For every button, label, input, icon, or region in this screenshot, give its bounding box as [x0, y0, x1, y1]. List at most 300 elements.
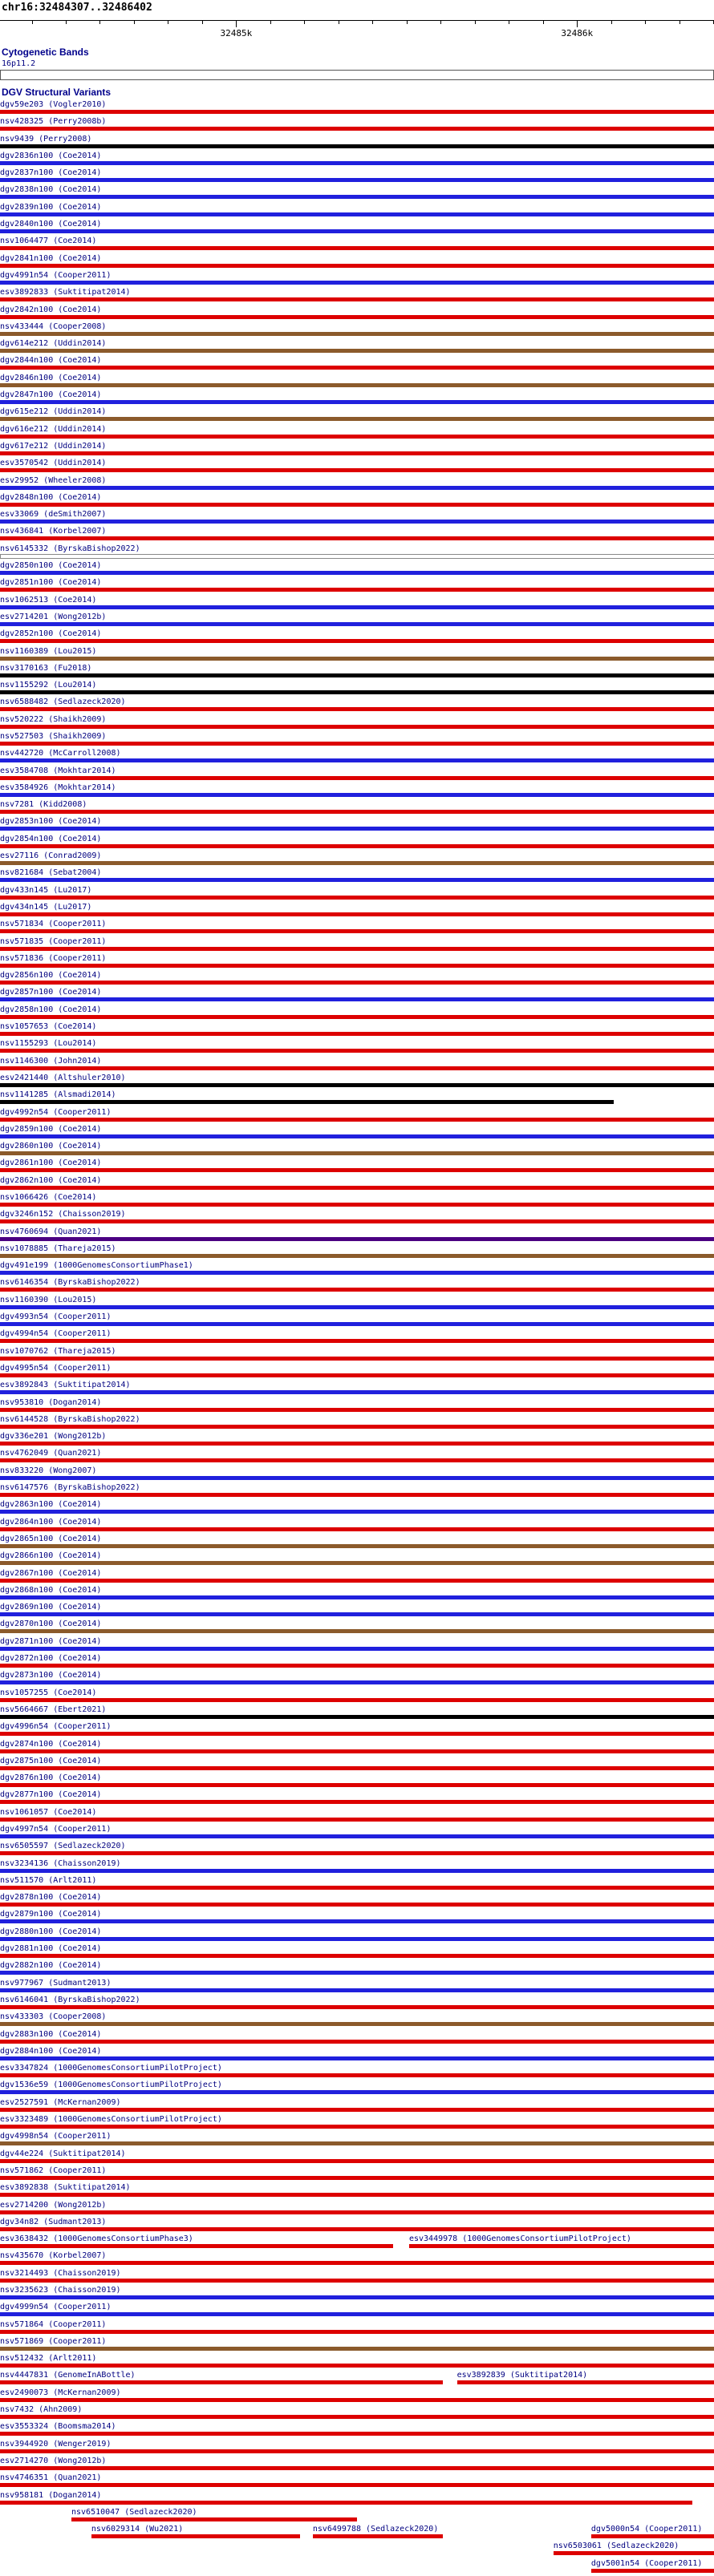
variant-bar[interactable]	[0, 639, 714, 643]
variant-label[interactable]: dgv2863n100 (Coe2014)	[0, 1500, 102, 1510]
variant-label[interactable]: dgv2839n100 (Coe2014)	[0, 202, 102, 212]
variant-bar[interactable]	[0, 1100, 614, 1104]
variant-bar[interactable]	[457, 2380, 714, 2384]
variant-label[interactable]: dgv2873n100 (Coe2014)	[0, 1671, 102, 1680]
variant-label[interactable]: dgv2850n100 (Coe2014)	[0, 561, 102, 571]
variant-bar[interactable]	[0, 417, 714, 421]
variant-label[interactable]: nsv571834 (Cooper2011)	[0, 920, 107, 929]
variant-label[interactable]: dgv2857n100 (Coe2014)	[0, 988, 102, 997]
variant-label[interactable]: nsv1064477 (Coe2014)	[0, 237, 97, 246]
variant-bar[interactable]	[0, 1800, 714, 1804]
variant-label[interactable]: dgv434n145 (Lu2017)	[0, 902, 92, 912]
variant-bar[interactable]	[0, 1049, 714, 1053]
variant-bar[interactable]	[0, 2022, 714, 2026]
variant-bar[interactable]	[0, 451, 714, 455]
variant-label[interactable]: nsv1078885 (Thareja2015)	[0, 1244, 116, 1253]
variant-label[interactable]: nsv5664667 (Ebert2021)	[0, 1705, 107, 1714]
variant-label[interactable]: esv3570542 (Uddin2014)	[0, 459, 107, 468]
variant-label[interactable]: nsv1146300 (John2014)	[0, 1056, 102, 1066]
variant-bar[interactable]	[0, 1118, 714, 1122]
variant-bar[interactable]	[0, 1834, 714, 1838]
variant-label[interactable]: esv27116 (Conrad2009)	[0, 851, 102, 861]
cytoband-box[interactable]	[0, 70, 714, 80]
variant-label[interactable]: esv3892839 (Suktitipat2014)	[456, 2371, 588, 2380]
variant-label[interactable]: dgv2841n100 (Coe2014)	[0, 253, 102, 263]
variant-bar[interactable]	[0, 2159, 714, 2163]
variant-bar[interactable]	[0, 1544, 714, 1548]
variant-bar[interactable]	[0, 2364, 714, 2368]
variant-label[interactable]: dgv2874n100 (Coe2014)	[0, 1739, 102, 1749]
variant-label[interactable]: dgv1536e59 (1000GenomesConsortiumPilotProject)	[0, 2081, 222, 2090]
variant-bar[interactable]	[0, 1561, 714, 1565]
variant-label[interactable]: nsv571862 (Cooper2011)	[0, 2166, 107, 2175]
variant-label[interactable]: dgv2853n100 (Coe2014)	[0, 817, 102, 827]
variant-bar[interactable]	[0, 1903, 714, 1907]
variant-label[interactable]: esv3347824 (1000GenomesConsortiumPilotProject)	[0, 2064, 222, 2073]
variant-bar[interactable]	[0, 1647, 714, 1651]
variant-label[interactable]: nsv6510047 (Sedlazeck2020)	[71, 2507, 197, 2517]
variant-bar[interactable]	[0, 1203, 714, 1207]
variant-bar[interactable]	[0, 2073, 714, 2077]
variant-bar[interactable]	[0, 1015, 714, 1019]
variant-bar[interactable]	[0, 861, 714, 865]
variant-label[interactable]: dgv2878n100 (Coe2014)	[0, 1893, 102, 1903]
variant-label[interactable]: dgv59e203 (Vogler2010)	[0, 100, 107, 109]
variant-bar[interactable]	[0, 2449, 714, 2453]
variant-label[interactable]: dgv336e201 (Wong2012b)	[0, 1432, 107, 1442]
variant-label[interactable]: dgv3246n152 (Chaisson2019)	[0, 1210, 126, 1219]
variant-bar[interactable]	[0, 1168, 714, 1172]
variant-label[interactable]: dgv2860n100 (Coe2014)	[0, 1142, 102, 1151]
variant-bar[interactable]	[0, 536, 714, 540]
variant-bar[interactable]	[0, 912, 714, 916]
variant-label[interactable]: esv2714200 (Wong2012b)	[0, 2200, 107, 2210]
variant-bar[interactable]	[0, 1134, 714, 1138]
variant-label[interactable]: esv3553324 (Boomsma2014)	[0, 2422, 116, 2432]
variant-label[interactable]: esv3323489 (1000GenomesConsortiumPilotProject)	[0, 2115, 222, 2125]
variant-label[interactable]: nsv833220 (Wong2007)	[0, 1466, 97, 1475]
variant-bar[interactable]	[0, 1937, 714, 1941]
variant-label[interactable]: nsv435670 (Korbel2007)	[0, 2251, 107, 2261]
variant-bar[interactable]	[0, 1579, 714, 1583]
variant-label[interactable]: nsv1160390 (Lou2015)	[0, 1295, 97, 1304]
variant-bar[interactable]	[0, 1083, 714, 1087]
variant-label[interactable]: esv2421440 (Altshuler2010)	[0, 1073, 126, 1082]
variant-bar[interactable]	[0, 1680, 714, 1684]
variant-bar[interactable]	[0, 2108, 714, 2112]
variant-bar[interactable]	[0, 1493, 714, 1497]
variant-bar[interactable]	[0, 246, 714, 250]
variant-label[interactable]: dgv2881n100 (Coe2014)	[0, 1944, 102, 1954]
variant-label[interactable]: dgv2866n100 (Coe2014)	[0, 1551, 102, 1561]
variant-label[interactable]: dgv491e199 (1000GenomesConsortiumPhase1)	[0, 1261, 193, 1271]
variant-bar[interactable]	[0, 264, 714, 268]
variant-label[interactable]: nsv436841 (Korbel2007)	[0, 527, 107, 536]
variant-label[interactable]: nsv6146354 (ByrskaBishop2022)	[0, 1278, 140, 1288]
variant-label[interactable]: nsv4746351 (Quan2021)	[0, 2473, 102, 2483]
variant-bar[interactable]	[0, 178, 714, 182]
variant-label[interactable]: dgv2854n100 (Coe2014)	[0, 834, 102, 843]
variant-bar[interactable]	[0, 1595, 714, 1599]
variant-label[interactable]: dgv4995n54 (Cooper2011)	[0, 1363, 112, 1373]
variant-label[interactable]: nsv7281 (Kidd2008)	[0, 800, 87, 810]
variant-bar[interactable]	[409, 2244, 714, 2248]
variant-bar[interactable]	[0, 1766, 714, 1770]
variant-bar[interactable]	[0, 110, 714, 114]
variant-bar[interactable]	[0, 2210, 714, 2214]
variant-label[interactable]: nsv6503061 (Sedlazeck2020)	[553, 2542, 680, 2551]
variant-bar[interactable]	[0, 1954, 714, 1958]
variant-bar[interactable]	[71, 2517, 357, 2521]
variant-label[interactable]: dgv2880n100 (Coe2014)	[0, 1927, 102, 1936]
variant-label[interactable]: dgv2877n100 (Coe2014)	[0, 1790, 102, 1800]
variant-bar[interactable]	[0, 229, 714, 233]
variant-bar[interactable]	[0, 2176, 714, 2180]
variant-bar[interactable]	[0, 947, 714, 951]
variant-label[interactable]: nsv1070762 (Thareja2015)	[0, 1346, 116, 1356]
variant-bar[interactable]	[0, 1357, 714, 1361]
variant-label[interactable]: dgv2851n100 (Coe2014)	[0, 578, 102, 588]
variant-bar[interactable]	[0, 281, 714, 285]
variant-label[interactable]: esv2490073 (McKernan2009)	[0, 2388, 121, 2397]
variant-label[interactable]: dgv2852n100 (Coe2014)	[0, 629, 102, 639]
variant-bar[interactable]	[0, 2040, 714, 2044]
variant-bar[interactable]	[0, 725, 714, 729]
variant-bar[interactable]	[0, 981, 714, 985]
variant-bar[interactable]	[0, 605, 714, 609]
variant-label[interactable]: nsv4760694 (Quan2021)	[0, 1227, 102, 1236]
variant-label[interactable]: dgv2867n100 (Coe2014)	[0, 1568, 102, 1578]
variant-bar[interactable]	[0, 2261, 714, 2265]
variant-label[interactable]: esv2714270 (Wong2012b)	[0, 2456, 107, 2465]
variant-label[interactable]: nsv511570 (Arlt2011)	[0, 1875, 97, 1885]
variant-bar[interactable]	[0, 1339, 714, 1343]
variant-bar[interactable]	[0, 827, 714, 831]
variant-label[interactable]: dgv2837n100 (Coe2014)	[0, 168, 102, 178]
variant-label[interactable]: dgv2870n100 (Coe2014)	[0, 1620, 102, 1629]
variant-label[interactable]: esv3892838 (Suktitipat2014)	[0, 2183, 131, 2193]
variant-bar[interactable]	[0, 793, 714, 797]
variant-bar[interactable]	[0, 297, 714, 301]
variant-bar[interactable]	[0, 1305, 714, 1309]
variant-label[interactable]: nsv1062513 (Coe2014)	[0, 595, 97, 605]
variant-label[interactable]: nsv3214493 (Chaisson2019)	[0, 2268, 121, 2278]
variant-bar[interactable]	[0, 1664, 714, 1668]
variant-bar[interactable]	[0, 1442, 714, 1446]
variant-bar[interactable]	[0, 2398, 714, 2402]
variant-label[interactable]: nsv9439 (Perry2008)	[0, 134, 92, 144]
variant-label[interactable]: nsv433303 (Cooper2008)	[0, 2012, 107, 2022]
variant-label[interactable]: nsv3944920 (Wenger2019)	[0, 2439, 112, 2449]
variant-bar[interactable]	[0, 1886, 714, 1890]
variant-label[interactable]: nsv1057653 (Coe2014)	[0, 1022, 97, 1032]
variant-label[interactable]: dgv2836n100 (Coe2014)	[0, 151, 102, 160]
variant-label[interactable]: nsv1155293 (Lou2014)	[0, 1039, 97, 1049]
variant-label[interactable]: nsv1155292 (Lou2014)	[0, 681, 97, 690]
variant-label[interactable]: nsv3170163 (Fu2018)	[0, 663, 92, 673]
variant-bar[interactable]	[0, 1425, 714, 1429]
variant-label[interactable]: esv3584926 (Mokhtar2014)	[0, 783, 116, 792]
variant-label[interactable]: nsv958181 (Dogan2014)	[0, 2490, 102, 2500]
variant-label[interactable]: nsv6499788 (Sedlazeck2020)	[312, 2525, 439, 2534]
variant-row	[0, 1705, 714, 1721]
variant-label[interactable]: nsv3234136 (Chaisson2019)	[0, 1858, 121, 1868]
variant-label[interactable]: dgv4996n54 (Cooper2011)	[0, 1722, 112, 1732]
variant-bar[interactable]	[0, 435, 714, 439]
variant-bar[interactable]	[0, 657, 714, 661]
variant-label[interactable]: nsv571836 (Cooper2011)	[0, 953, 107, 963]
variant-label[interactable]: dgv616e212 (Uddin2014)	[0, 424, 107, 434]
variant-label[interactable]: dgv5000n54 (Cooper2011)	[590, 2525, 703, 2534]
variant-bar[interactable]	[0, 400, 714, 404]
variant-label[interactable]: dgv2848n100 (Coe2014)	[0, 492, 102, 502]
variant-bar[interactable]	[0, 503, 714, 507]
variant-bar[interactable]	[0, 1851, 714, 1855]
variant-bar[interactable]	[0, 144, 714, 148]
variant-label[interactable]: dgv433n145 (Lu2017)	[0, 885, 92, 895]
variant-label[interactable]: dgv2879n100 (Coe2014)	[0, 1910, 102, 1919]
variant-label[interactable]: dgv2847n100 (Coe2014)	[0, 390, 102, 400]
variant-label[interactable]: dgv4992n54 (Cooper2011)	[0, 1107, 112, 1117]
variant-bar[interactable]	[0, 997, 714, 1001]
variant-label[interactable]: nsv3235623 (Chaisson2019)	[0, 2286, 121, 2295]
variant-bar[interactable]	[0, 1237, 714, 1241]
variant-bar[interactable]	[0, 571, 714, 575]
variant-bar[interactable]	[0, 1698, 714, 1702]
variant-bar[interactable]	[0, 1629, 714, 1633]
variant-bar[interactable]	[0, 2380, 443, 2384]
variant-bar[interactable]	[0, 1783, 714, 1787]
variant-bar[interactable]	[313, 2534, 443, 2538]
variant-label[interactable]: dgv2872n100 (Coe2014)	[0, 1654, 102, 1664]
variant-bar[interactable]	[0, 1288, 714, 1292]
variant-label[interactable]: dgv2846n100 (Coe2014)	[0, 373, 102, 382]
variant-label[interactable]: nsv1061057 (Coe2014)	[0, 1807, 97, 1817]
variant-label[interactable]: nsv6029314 (Wu2021)	[91, 2525, 184, 2534]
variant-label[interactable]: nsv4447831 (GenomeInABottle)	[0, 2371, 136, 2380]
variant-bar[interactable]	[0, 383, 714, 387]
variant-bar[interactable]	[0, 1373, 714, 1377]
variant-bar[interactable]	[0, 1919, 714, 1923]
variant-label[interactable]: dgv2859n100 (Coe2014)	[0, 1124, 102, 1134]
variant-bar[interactable]	[0, 690, 714, 694]
variant-bar[interactable]	[591, 2534, 714, 2538]
variant-label[interactable]: nsv7432 (Ahn2009)	[0, 2405, 83, 2415]
variant-label[interactable]: esv3892843 (Suktitipat2014)	[0, 1381, 131, 1390]
variant-bar[interactable]	[0, 1271, 714, 1275]
variant-bar[interactable]	[0, 554, 714, 559]
variant-bar[interactable]	[0, 2295, 714, 2299]
variant-bar[interactable]	[0, 486, 714, 490]
variant-bar[interactable]	[0, 2056, 714, 2060]
variant-label[interactable]: esv2714201 (Wong2012b)	[0, 612, 107, 621]
variant-label[interactable]: nsv821684 (Sebat2004)	[0, 868, 102, 878]
variant-label[interactable]: dgv4997n54 (Cooper2011)	[0, 1824, 112, 1834]
variant-label[interactable]: dgv2869n100 (Coe2014)	[0, 1603, 102, 1612]
variant-label[interactable]: esv3638432 (1000GenomesConsortiumPhase3)	[0, 2234, 193, 2244]
variant-bar[interactable]	[0, 1510, 714, 1514]
variant-label[interactable]: nsv571835 (Cooper2011)	[0, 936, 107, 946]
variant-bar[interactable]	[0, 1066, 714, 1070]
variant-label[interactable]: dgv2883n100 (Coe2014)	[0, 2029, 102, 2039]
variant-label[interactable]: dgv2882n100 (Coe2014)	[0, 1961, 102, 1971]
variant-bar[interactable]	[0, 1612, 714, 1616]
variant-bar[interactable]	[0, 332, 714, 336]
variant-label[interactable]: dgv4998n54 (Cooper2011)	[0, 2132, 112, 2141]
variant-bar[interactable]	[0, 742, 714, 746]
variant-bar[interactable]	[0, 1476, 714, 1480]
variant-label[interactable]: dgv4993n54 (Cooper2011)	[0, 1312, 112, 1322]
variant-bar[interactable]	[0, 1732, 714, 1736]
variant-label[interactable]: dgv2865n100 (Coe2014)	[0, 1534, 102, 1543]
variant-bar[interactable]	[0, 195, 714, 199]
variant-bar[interactable]	[0, 1527, 714, 1531]
variant-label[interactable]: dgv5001n54 (Cooper2011)	[590, 2558, 703, 2568]
variant-label[interactable]: esv3449978 (1000GenomesConsortiumPilotProject)	[408, 2234, 631, 2244]
variant-bar[interactable]	[0, 212, 714, 216]
variant-bar[interactable]	[0, 707, 714, 711]
variant-bar[interactable]	[0, 2312, 714, 2316]
variant-bar[interactable]	[0, 2141, 714, 2145]
variant-label[interactable]: dgv2861n100 (Coe2014)	[0, 1159, 102, 1168]
variant-bar[interactable]	[0, 366, 714, 370]
variant-label[interactable]: nsv512432 (Arlt2011)	[0, 2354, 97, 2364]
variant-bar[interactable]	[0, 896, 714, 900]
variant-label[interactable]: nsv6144528 (ByrskaBishop2022)	[0, 1414, 140, 1424]
variant-label[interactable]: nsv428325 (Perry2008b)	[0, 117, 107, 127]
variant-bar[interactable]	[0, 161, 714, 165]
variant-label[interactable]: esv3584708 (Mokhtar2014)	[0, 766, 116, 775]
variant-label[interactable]: nsv977967 (Sudmant2013)	[0, 1978, 112, 1988]
variant-bar[interactable]	[0, 315, 714, 319]
variant-label[interactable]: dgv4994n54 (Cooper2011)	[0, 1329, 112, 1339]
variant-bar[interactable]	[0, 878, 714, 882]
variant-label[interactable]: nsv1141285 (Alsmadi2014)	[0, 1090, 116, 1100]
variant-label[interactable]: dgv2858n100 (Coe2014)	[0, 1005, 102, 1014]
variant-label[interactable]: dgv615e212 (Uddin2014)	[0, 407, 107, 417]
variant-bar[interactable]	[0, 1322, 714, 1326]
variant-bar[interactable]	[0, 1408, 714, 1412]
variant-label[interactable]: nsv6146041 (ByrskaBishop2022)	[0, 1995, 140, 2004]
variant-bar[interactable]	[0, 2347, 714, 2351]
variant-bar[interactable]	[91, 2534, 300, 2538]
variant-label[interactable]: dgv617e212 (Uddin2014)	[0, 441, 107, 451]
variant-bar[interactable]	[0, 127, 714, 131]
variant-bar[interactable]	[0, 2415, 714, 2419]
variant-label[interactable]: dgv2844n100 (Coe2014)	[0, 356, 102, 366]
variant-bar[interactable]	[0, 2501, 692, 2505]
variant-bar[interactable]	[0, 810, 714, 814]
variant-label[interactable]: dgv2884n100 (Coe2014)	[0, 2046, 102, 2056]
variant-label[interactable]: dgv614e212 (Uddin2014)	[0, 339, 107, 349]
variant-bar[interactable]	[0, 2330, 714, 2334]
variant-bar[interactable]	[0, 2227, 714, 2231]
variant-bar[interactable]	[0, 1458, 714, 1462]
variant-label[interactable]: nsv520222 (Shaikh2009)	[0, 714, 107, 724]
variant-bar[interactable]	[0, 1186, 714, 1190]
variant-bar[interactable]	[0, 1390, 714, 1394]
variant-label[interactable]: dgv2838n100 (Coe2014)	[0, 185, 102, 195]
variant-label[interactable]: nsv6505597 (Sedlazeck2020)	[0, 1842, 126, 1851]
variant-bar[interactable]	[0, 1971, 714, 1975]
variant-label[interactable]: dgv4999n54 (Cooper2011)	[0, 2303, 112, 2312]
variant-label[interactable]: esv2527591 (McKernan2009)	[0, 2097, 121, 2107]
variant-bar[interactable]	[0, 2090, 714, 2094]
variant-label[interactable]: nsv571864 (Cooper2011)	[0, 2319, 107, 2329]
variant-label[interactable]: dgv2862n100 (Coe2014)	[0, 1175, 102, 1185]
variant-bar[interactable]	[0, 1151, 714, 1155]
variant-bar[interactable]	[0, 1715, 714, 1719]
variant-bar[interactable]	[0, 844, 714, 848]
variant-label[interactable]: dgv44e224 (Suktitipat2014)	[0, 2149, 126, 2158]
variant-bar[interactable]	[0, 2005, 714, 2009]
variant-label[interactable]: nsv6145332 (ByrskaBishop2022)	[0, 544, 140, 553]
variant-label[interactable]: nsv571869 (Cooper2011)	[0, 2336, 107, 2346]
variant-bar[interactable]	[0, 673, 714, 677]
variant-label[interactable]: nsv953810 (Dogan2014)	[0, 1397, 102, 1407]
variant-label[interactable]: esv3892833 (Suktitipat2014)	[0, 288, 131, 297]
variant-bar[interactable]	[0, 2279, 714, 2283]
variant-bar[interactable]	[554, 2551, 714, 2555]
variant-bar[interactable]	[0, 622, 714, 626]
variant-bar[interactable]	[591, 2569, 714, 2573]
variant-bar[interactable]	[0, 1869, 714, 1873]
variant-bar[interactable]	[0, 1254, 714, 1258]
variant-label[interactable]: nsv1160389 (Lou2015)	[0, 646, 97, 656]
variant-bar[interactable]	[0, 2244, 393, 2248]
variant-label[interactable]: dgv2876n100 (Coe2014)	[0, 1773, 102, 1783]
variant-bar[interactable]	[0, 349, 714, 353]
variant-label[interactable]: dgv2864n100 (Coe2014)	[0, 1517, 102, 1527]
variant-label[interactable]: dgv2875n100 (Coe2014)	[0, 1756, 102, 1765]
variant-label[interactable]: esv33069 (deSmith2007)	[0, 510, 107, 520]
variant-bar[interactable]	[0, 1219, 714, 1223]
variant-bar[interactable]	[0, 588, 714, 592]
variant-label[interactable]: dgv2842n100 (Coe2014)	[0, 305, 102, 314]
variant-bar[interactable]	[0, 776, 714, 780]
variant-label[interactable]: nsv527503 (Shaikh2009)	[0, 731, 107, 741]
variant-bar[interactable]	[0, 1818, 714, 1822]
variant-label[interactable]: nsv442720 (McCarroll2008)	[0, 749, 121, 758]
variant-bar[interactable]	[0, 468, 714, 472]
variant-bar[interactable]	[0, 2193, 714, 2197]
variant-bar[interactable]	[0, 964, 714, 968]
variant-bar[interactable]	[0, 758, 714, 762]
variant-bar[interactable]	[0, 1988, 714, 1992]
variant-bar[interactable]	[0, 1032, 714, 1036]
variant-label[interactable]: nsv6588482 (Sedlazeck2020)	[0, 698, 126, 707]
variant-label[interactable]: dgv4991n54 (Cooper2011)	[0, 270, 112, 280]
variant-bar[interactable]	[0, 2432, 714, 2436]
variant-label[interactable]: esv29952 (Wheeler2008)	[0, 475, 107, 485]
variant-label[interactable]: dgv2856n100 (Coe2014)	[0, 971, 102, 981]
variant-bar[interactable]	[0, 2483, 714, 2487]
variant-bar[interactable]	[0, 2125, 714, 2129]
variant-label[interactable]: dgv2871n100 (Coe2014)	[0, 1636, 102, 1646]
variant-bar[interactable]	[0, 1749, 714, 1753]
variant-label[interactable]: dgv2868n100 (Coe2014)	[0, 1585, 102, 1595]
variant-label[interactable]: nsv1066426 (Coe2014)	[0, 1193, 97, 1202]
variant-label[interactable]: nsv1057255 (Coe2014)	[0, 1688, 97, 1697]
variant-label[interactable]: dgv34n82 (Sudmant2013)	[0, 2217, 107, 2226]
variant-label[interactable]: dgv2840n100 (Coe2014)	[0, 220, 102, 229]
variant-bar[interactable]	[0, 929, 714, 933]
variant-label[interactable]: nsv6147576 (ByrskaBishop2022)	[0, 1483, 140, 1493]
variant-bar[interactable]	[0, 520, 714, 524]
variant-label[interactable]: nsv433444 (Cooper2008)	[0, 321, 107, 331]
variant-label[interactable]: nsv4762049 (Quan2021)	[0, 1449, 102, 1458]
variant-bar[interactable]	[0, 2466, 714, 2470]
